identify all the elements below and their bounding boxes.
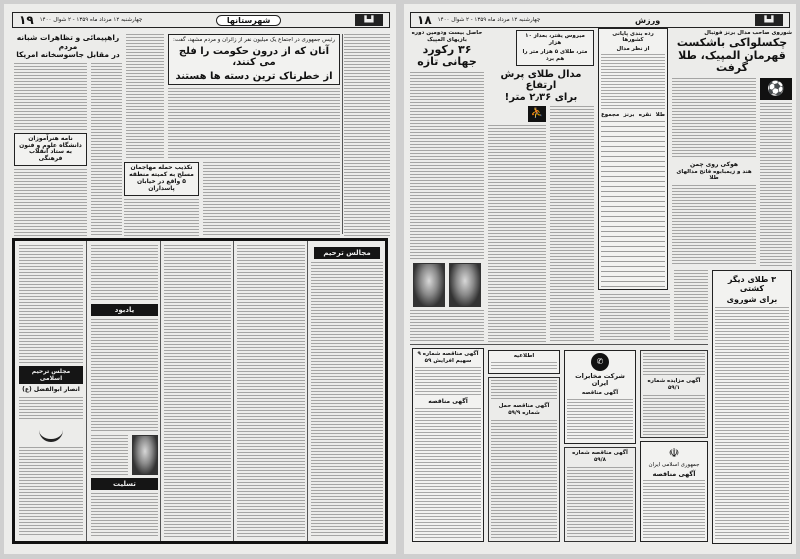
yifter-box — [516, 30, 594, 66]
column — [600, 294, 670, 342]
column-rule — [86, 241, 87, 541]
hockey-subheadline — [672, 162, 756, 182]
ads-column — [91, 245, 158, 537]
ads-column — [237, 245, 305, 537]
page-number: ۱۸ — [417, 13, 432, 27]
letter-story-body — [14, 169, 87, 236]
auction-title: آگهی مزایده شماره ۵۹/۱ — [647, 378, 701, 391]
ad-text — [19, 447, 83, 537]
ad-text — [491, 380, 557, 400]
column-header: نقره — [638, 111, 652, 118]
column-text — [760, 103, 792, 266]
column-header: مجموع — [601, 111, 620, 118]
records-column — [410, 30, 484, 342]
telecom-company-name: شرکت مخابرات ایران — [575, 372, 625, 388]
ad-text — [91, 435, 128, 475]
football-column — [672, 30, 792, 266]
ads-column — [311, 247, 383, 537]
letter-story-headline: نامه هنرآموزان دانشگاه علوم و فنون به ستاد انقلاب فرهنگی — [19, 134, 82, 163]
denial-story-box — [124, 162, 199, 196]
transport-tender-title: آگهی مناقصه حمل شماره ۵۹/۹ — [498, 403, 550, 416]
ad-text — [415, 367, 481, 397]
main-story-column — [168, 34, 340, 158]
football-kicker: شوروی صاحب مدال برنز فوتبال — [704, 30, 792, 36]
ad-text — [643, 480, 705, 539]
tender-598-title: آگهی مناقصه شماره ۵۹/۸ — [572, 450, 628, 463]
tender-9-title: آگهی مناقصه شماره ۹ سهیم افرایش ۵۹ — [417, 351, 479, 364]
letter-story-box — [14, 133, 87, 167]
protest-story-headline — [14, 34, 122, 60]
yifter-line: متر، طلای ۵ هزار متر را هم برد — [522, 48, 588, 62]
football-pictogram-icon: ⚽ — [760, 78, 792, 100]
high-jump-pictogram-icon: ⛹ — [528, 106, 546, 122]
page-header — [410, 12, 790, 28]
gov-tender-title: آگهی مناقصه — [652, 469, 696, 478]
column-text — [91, 63, 122, 236]
column-rule — [342, 34, 343, 234]
headline-line: چکسلواکی باشکست — [676, 35, 788, 49]
column-text — [124, 199, 199, 236]
denial-story-headline: تکذیب حمله مهاجمان مسلح به کمیته منطقه ۵ واقع در خیابان پاسداران — [129, 164, 194, 192]
yifter-line: میروس یفتر، بعداز ۱۰ هزار — [525, 33, 585, 46]
classified-ads-section — [12, 238, 388, 544]
medal-table-box — [598, 28, 668, 290]
high-jump-column — [488, 30, 594, 342]
section-rule — [410, 344, 708, 345]
headline-line: ۳۶ رکورد — [422, 42, 472, 56]
athlete-photo — [449, 263, 481, 307]
ad-text — [311, 262, 383, 537]
government-tender-ad — [640, 441, 708, 542]
high-jump-headline — [488, 69, 594, 104]
ad-text — [91, 493, 158, 537]
column-text — [488, 125, 546, 342]
ad-text — [91, 319, 158, 431]
islamic-memorial-label: مجلس ترحیم اسلامی — [19, 366, 83, 384]
remembrance-label: یادبود — [91, 304, 158, 316]
ads-column — [164, 245, 231, 537]
ad-text — [491, 362, 557, 371]
republic-label: جمهوری اسلامی ایران — [648, 462, 700, 468]
ad-text — [567, 399, 633, 441]
ad-text — [567, 467, 633, 539]
page-number: ۱۹ — [19, 13, 34, 27]
column-text — [126, 34, 164, 158]
football-story-headline — [672, 30, 792, 75]
main-story-body — [203, 162, 340, 236]
issue-date: چهارشنبه ۱۲ مرداد ماه ۱۳۵۹ - ۲ شوال ۱۴۰۰ — [39, 16, 143, 23]
medal-table-rows — [601, 121, 665, 287]
ad-text — [91, 245, 158, 301]
auction-ad — [640, 350, 708, 438]
newspaper-logo: ▙▟ — [755, 14, 783, 26]
column — [126, 34, 164, 158]
football-story-body — [672, 78, 756, 159]
ansar-label: انصار ابوالفضل (ع) — [22, 386, 80, 394]
telecom-tender-title: آگهی مناقصه — [581, 389, 619, 396]
column-text — [674, 270, 708, 342]
medal-table-header — [601, 112, 665, 119]
medal-table-notes — [601, 54, 665, 110]
portrait-photo — [132, 435, 158, 475]
transport-tender-ad — [488, 377, 560, 542]
newspaper-logo: ▙▟ — [355, 14, 383, 26]
main-story-headline: آنان که از درون حکومت را فلج می کنند، — [178, 45, 330, 69]
headline-line: برای شوروی — [726, 295, 778, 305]
column-rule — [233, 241, 234, 541]
hockey-story-body — [672, 185, 756, 266]
ad-text — [19, 397, 83, 419]
ad-text — [643, 395, 705, 435]
section-label: شهرستانها — [216, 15, 282, 26]
column — [674, 270, 708, 342]
hockey-title: هوکی روی چمن — [689, 161, 739, 169]
section-label: ورزش — [635, 15, 661, 25]
headline-line: قهرمان المپیک، طلا گرفت — [678, 48, 786, 75]
main-story-headline-box — [168, 34, 340, 85]
protest-story-column — [14, 34, 122, 236]
headline-line: راهپیمائی و تظاهرات شبانه مردم — [16, 33, 120, 51]
page-header — [12, 12, 390, 28]
tender-ad — [412, 348, 484, 542]
column — [344, 34, 390, 236]
headline-line: جهانی تازه — [417, 55, 477, 69]
hockey-subtitle: هند و زیمبابوه فاتح مدالهای طلا — [676, 169, 752, 182]
headline-line: ۳ طلای دیگر کشتی — [727, 275, 777, 294]
main-story-headline-2: از خطرناک ترین دسته ها هستند — [175, 70, 333, 82]
ad-text — [164, 245, 231, 537]
column-rule — [160, 241, 161, 541]
protest-story-body — [14, 63, 87, 130]
tender-title: آگهی مناقصه — [428, 397, 468, 405]
condolence-label: تسلیت — [91, 478, 158, 490]
memorial-services-label: مجالس ترحیم — [314, 247, 380, 259]
ad-text — [415, 408, 481, 539]
records-story-body — [410, 72, 484, 260]
athlete-photo — [413, 263, 445, 307]
main-story-kicker: رئیس جمهوری در اجتماع یک میلیون نفر از زائران و مردم مشهد، گفت: — [172, 37, 336, 43]
headline-line: در مقابل جاسوسخانه امریکا — [16, 50, 120, 60]
headline-line: مدال طلای پرش ارتفاع — [500, 68, 582, 91]
records-story-headline — [410, 30, 484, 69]
notice-title: اطلاعیه — [513, 353, 535, 359]
issue-date: چهارشنبه ۱۲ مرداد ماه ۱۳۵۹ - ۲ شوال ۱۴۰۰ — [437, 16, 541, 23]
column-rule — [307, 241, 308, 541]
column-text — [600, 294, 670, 342]
ad-text — [491, 420, 557, 539]
main-story-continued — [203, 162, 340, 236]
medal-table-subtitle: از نظر مدال — [616, 45, 650, 52]
ad-text — [643, 353, 705, 375]
ad-text — [19, 245, 83, 363]
records-kicker: حاصل بیست ودومین دوره — [411, 30, 483, 36]
notice-ad — [488, 350, 560, 374]
iran-emblem-icon: ☫ — [668, 446, 680, 460]
wrestling-story-box — [712, 270, 792, 544]
headline-line: برای ۲٫۳۶ متر! — [504, 91, 578, 103]
column-text — [550, 106, 594, 342]
ads-column — [19, 245, 83, 537]
telecom-ad — [564, 350, 636, 444]
records-kicker-2: بازیهای المپیک — [427, 36, 467, 43]
medal-table-title: رده بندی پایانی کشورها — [612, 31, 654, 44]
tender-598-ad — [564, 447, 636, 542]
wrestling-story-body — [715, 307, 789, 541]
main-story-body — [168, 88, 340, 158]
column-header: برنز — [623, 111, 635, 118]
column-header: طلا — [655, 111, 665, 118]
column-text — [344, 34, 390, 236]
column-text — [410, 310, 484, 342]
denial-story-column — [124, 162, 199, 236]
ad-text — [237, 245, 305, 537]
calligraphy-emblem-icon — [39, 424, 63, 442]
telecom-logo-icon: ✆ — [591, 353, 609, 371]
right-page — [404, 4, 796, 554]
left-page — [4, 4, 396, 554]
